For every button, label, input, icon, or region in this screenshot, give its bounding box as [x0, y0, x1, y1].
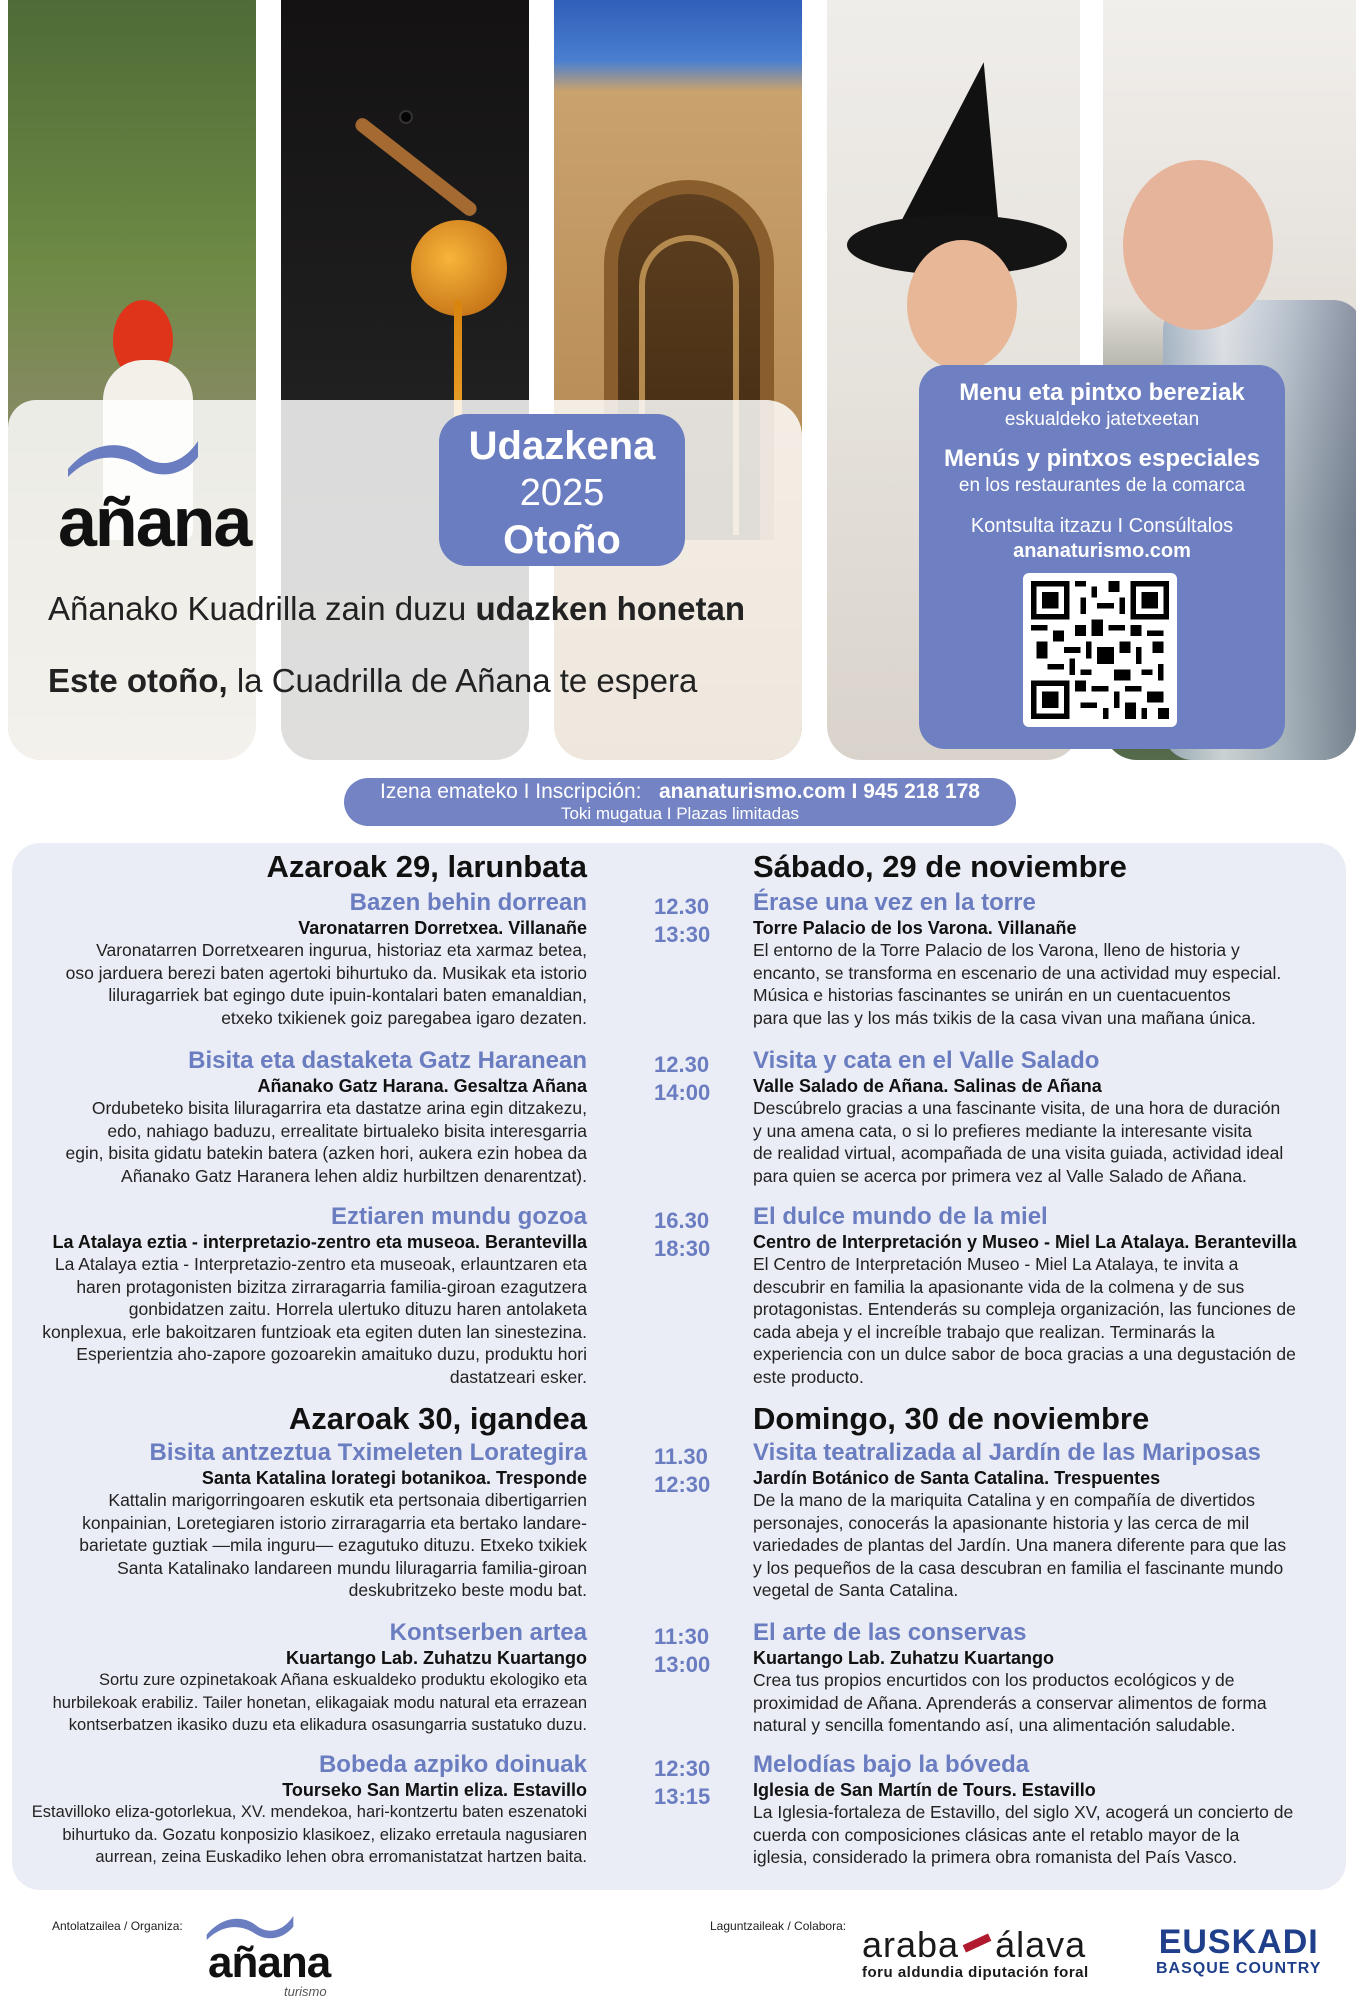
registration-line — [344, 780, 1016, 804]
end-time: 13:00 — [654, 1652, 711, 1677]
desc-line: Esperientzia aho-zapore gozoarekin amaituko duzu, produktu hori — [76, 1344, 587, 1364]
desc-line: encanto, se transforma en escenario de una actividad muy especial. — [753, 962, 1282, 983]
colabora-label: Laguntzaileak / Colabora: — [710, 1919, 847, 1933]
red-dash-icon — [963, 1934, 992, 1953]
desc-line: Crea tus propios encurtidos con los productos ecológicos y de — [753, 1670, 1235, 1690]
desc-line: descubrir en familia la apasionante vida de la colmena y de sus — [753, 1276, 1245, 1297]
start-time: 11:30 — [654, 1624, 710, 1649]
event-desc-eu — [66, 939, 587, 1029]
desc-line: para quien se acerca por primera vez al Valle Salado de Añana. — [753, 1165, 1247, 1186]
end-time: 13:15 — [654, 1784, 711, 1809]
event-es — [753, 1619, 1267, 1737]
season-year: 2025 — [519, 472, 605, 514]
event-eu — [66, 1047, 587, 1187]
araba-alava-wordmark — [862, 1924, 1089, 1966]
desc-line: etxeko txikienek goiz paregabea igaro dezaten. — [221, 1007, 587, 1028]
event-eu — [66, 889, 587, 1029]
event-times — [654, 893, 718, 949]
event-title-eu: Kontserben artea — [389, 1619, 587, 1646]
event-place-eu: Kuartango Lab. Zuhatzu Kuartango — [286, 1648, 587, 1668]
desc-line: haren protagonisten bizitza zirraragarria familia-giroan ezagutzera — [76, 1276, 587, 1297]
desc-line: edo, nahiago baduzu, errealitate birtualeko bisita interesgarria — [107, 1120, 587, 1141]
event-place-eu: Tourseko San Martin eliza. Estavillo — [282, 1780, 587, 1800]
event-title-eu: Eztiaren mundu gozoa — [330, 1203, 587, 1230]
event-title-eu: Bazen behin dorrean — [349, 889, 587, 916]
event-eu — [79, 1439, 587, 1602]
event-desc-es — [753, 1801, 1293, 1869]
desc-line: personajes, conocerás la apasionante historia y las cerca de mil — [753, 1512, 1250, 1533]
event-title-eu: Bisita antzeztua Tximeleten Lorategira — [149, 1439, 587, 1466]
event-place-eu: Añanako Gatz Harana. Gesaltza Añana — [257, 1076, 587, 1096]
araba-text: araba — [862, 1924, 960, 1965]
desc-line: variedades de plantas del Jardín. Una manera diferente para que las — [753, 1535, 1287, 1555]
event-title-es: El arte de las conservas — [753, 1619, 1027, 1646]
start-time: 12.30 — [654, 894, 710, 919]
desc-line: natural y sencilla fomentando así, una alimentación saludable. — [753, 1715, 1236, 1735]
araba-alava-logo — [862, 1924, 1089, 1981]
desc-line: vegetal de Santa Catalina. — [753, 1580, 959, 1600]
desc-line: gonbidatzen zaitu. Horrela ulertuko dituzu haren antolaketa — [128, 1299, 587, 1319]
registration-bar — [344, 778, 1016, 826]
event-desc-es — [753, 1097, 1283, 1187]
event-place-es: Iglesia de San Martín de Tours. Estavillo — [753, 1780, 1096, 1800]
desc-line: konplexua, erle bakoitzaren funtzioak eta egiten duten lan sinestezina. — [42, 1321, 587, 1342]
event-es — [753, 1203, 1296, 1388]
registration-label: Izena emateko I Inscripción: — [380, 780, 642, 803]
desc-line: Ordubeteko bisita liluragarrira eta dastatze arina egin ditzakezu, — [91, 1098, 587, 1118]
end-time: 13:30 — [654, 922, 711, 947]
menu-consult: Kontsulta itzazu I Consúltalos — [970, 515, 1234, 537]
desc-line: dastatzeari esker. — [449, 1366, 587, 1387]
event-es — [753, 1751, 1293, 1869]
event-title-es: Érase una vez en la torre — [753, 889, 1036, 916]
desc-line: cuerda con composiciones clásicas ante el retablo mayor de la — [753, 1824, 1240, 1845]
desc-line: protagonistas. Entenderás su compleja organización, las funciones de — [753, 1299, 1296, 1319]
event-eu — [32, 1751, 587, 1869]
start-time: 12.30 — [654, 1052, 710, 1077]
event-desc-eu — [79, 1489, 587, 1602]
event-eu — [42, 1203, 587, 1388]
desc-line: egin, bisita gidatu batekin batera (azken hori, aukera ezin hobea da — [65, 1143, 587, 1163]
desc-line: Kattalin marigorringoaren eskutik eta pertsonaia dibertigarrien — [108, 1490, 587, 1510]
registration-limited: Toki mugatua I Plazas limitadas — [560, 804, 800, 823]
event-place-es: Kuartango Lab. Zuhatzu Kuartango — [753, 1648, 1054, 1668]
start-time: 11.30 — [654, 1444, 708, 1469]
desc-line: El Centro de Interpretación Museo - Miel La Atalaya, te invita a — [753, 1254, 1239, 1274]
turismo-text: turismo — [284, 1984, 327, 1999]
event-desc-eu — [53, 1669, 587, 1737]
menu-title-eu: Menu eta pintxo bereziak — [959, 379, 1245, 406]
tagline-eu-text: Añanako Kuadrilla zain duzu — [48, 590, 476, 627]
event-eu — [53, 1619, 587, 1737]
event-desc-es — [753, 939, 1281, 1029]
organiza-label: Antolatzailea / Organiza: — [52, 1919, 183, 1933]
desc-line: y los pequeños de la casa descubran en familia el fascinante mundo — [753, 1557, 1284, 1578]
shirt-button-icon — [399, 110, 413, 124]
end-time: 12:30 — [654, 1472, 711, 1497]
desc-line: La Iglesia-fortaleza de Estavillo, del siglo XV, acogerá un concierto de — [753, 1802, 1294, 1822]
desc-line: Música e historias fascinantes se unirán en un cuentacuentos — [753, 985, 1231, 1005]
desc-line: cada abeja y el increíble trabajo que realizan. Terminarás la — [753, 1321, 1215, 1342]
menu-pintxos-box — [919, 365, 1285, 749]
desc-line: oso jarduera berezi baten agertoki bihurtuko da. Musikak eta istorio — [65, 962, 587, 983]
event-title-es: Visita teatralizada al Jardín de las Mariposas — [753, 1439, 1261, 1466]
desc-line: hurbilekoak erabiliz. Tailer honetan, elikagaiak modu natural eta errazean — [52, 1693, 587, 1712]
end-time: 18:30 — [654, 1236, 711, 1261]
witch-face — [907, 240, 1017, 370]
desc-line: experiencia con un dulce sabor de boca gracias a una degustación de — [753, 1344, 1296, 1364]
tagline-es-bold: Este otoño, — [48, 662, 228, 699]
event-place-eu: Varonatarren Dorretxea. Villanañe — [298, 918, 587, 938]
euskadi-text: EUSKADI — [1158, 1923, 1319, 1961]
honey-dipper-handle — [353, 115, 480, 218]
witch-hat-icon — [901, 54, 1024, 236]
anana-logo-text: añana — [208, 1938, 331, 1987]
alava-text: álava — [995, 1924, 1087, 1965]
desc-line: barietate guztiak —mila inguru— ezagutuko dituzu. Etxeko txikiek — [79, 1535, 587, 1555]
foru-aldundia-text: foru aldundia diputación foral — [862, 1964, 1089, 1981]
day-heading-es: Domingo, 30 de noviembre — [753, 1401, 1150, 1436]
event-title-eu: Bisita eta dastaketa Gatz Haranean — [188, 1047, 587, 1074]
event-times — [654, 1755, 718, 1811]
program-panel — [12, 843, 1346, 1890]
desc-line: Estavilloko eliza-gotorlekua, XV. mendekoa, hari-kontzertu baten eszenatoki — [31, 1803, 587, 1821]
event-desc-es — [753, 1489, 1286, 1602]
event-es — [753, 889, 1281, 1029]
event-title-es: El dulce mundo de la miel — [753, 1203, 1048, 1230]
desc-line: de realidad virtual, acompañada de una visita guiada, actividad ideal — [753, 1143, 1284, 1163]
menu-url-link[interactable]: ananaturismo.com — [1013, 540, 1191, 562]
hand-image — [1123, 160, 1273, 330]
event-es — [753, 1047, 1283, 1187]
desc-line: iglesia, considerado la primera obra romanista del País Vasco. — [753, 1847, 1238, 1867]
desc-line: Varonatarren Dorretxearen ingurua, historiaz eta xarmaz betea, — [96, 940, 587, 960]
desc-line: y una amena cata, o si lo prefieres mediante la interesante visita — [753, 1120, 1253, 1141]
desc-line: aurrean, zeina Euskadiko lehen obra erromanistatzat hartzen baita. — [95, 1848, 587, 1866]
season-eu: Udazkena — [468, 424, 656, 468]
event-place-es: Centro de Interpretación y Museo - Miel La Atalaya. Berantevilla — [753, 1232, 1297, 1252]
event-place-es: Valle Salado de Añana. Salinas de Añana — [753, 1076, 1102, 1096]
event-desc-eu — [66, 1097, 587, 1187]
basque-country-text: BASQUE COUNTRY — [1156, 1960, 1322, 1977]
event-times — [654, 1443, 718, 1499]
tagline-es — [48, 662, 697, 700]
menu-sub-eu: eskualdeko jatetxeetan — [1004, 409, 1200, 430]
event-title-es: Visita y cata en el Valle Salado — [753, 1047, 1100, 1074]
event-es — [753, 1439, 1286, 1602]
tagline-eu-bold: udazken honetan — [475, 590, 745, 627]
event-place-eu: Santa Katalina lorategi botanikoa. Tresponde — [201, 1468, 587, 1488]
event-place-eu: La Atalaya eztia - interpretazio-zentro eta museoa. Berantevilla — [52, 1232, 587, 1252]
day-heading-es: Sábado, 29 de noviembre — [753, 849, 1127, 884]
day-heading-eu: Azaroak 30, igandea — [288, 1401, 587, 1436]
desc-line: bihurtuko da. Gozatu konposizio klasikoez, elizako erretaula nagusiaren — [62, 1825, 587, 1844]
start-time: 16.30 — [654, 1208, 710, 1233]
menu-sub-es: en los restaurantes de la comarca — [958, 475, 1246, 496]
desc-line: liluragarriek bat egingo dute ipuin-kontalari baten emanaldian, — [108, 985, 587, 1005]
event-desc-es — [753, 1669, 1267, 1737]
desc-line: Añanako Gatz Haranera lehen aldiz hurbiltzen denarentzat). — [121, 1165, 587, 1186]
desc-line: El entorno de la Torre Palacio de los Varona, lleno de historia y — [753, 940, 1240, 960]
desc-line: Descúbrelo gracias a una fascinante visita, de una hora de duración — [753, 1098, 1281, 1118]
end-time: 14:00 — [654, 1080, 711, 1105]
anana-logo-text: añana — [58, 483, 251, 561]
anana-turismo-logo — [204, 1912, 330, 1998]
euskadi-logo — [1156, 1924, 1321, 1978]
start-time: 12:30 — [654, 1756, 711, 1781]
desc-line: este producto. — [753, 1366, 864, 1387]
event-times — [654, 1051, 718, 1107]
event-times — [654, 1623, 718, 1679]
desc-line: kontserbatzen ikasiko duzu eta elikadura osasungarria sustatuko duzu. — [68, 1716, 587, 1734]
event-place-es: Jardín Botánico de Santa Catalina. Trespuentes — [753, 1468, 1161, 1488]
event-title-es: Melodías bajo la bóveda — [753, 1751, 1030, 1778]
qr-code-graphic — [1031, 581, 1169, 719]
season-es: Otoño — [503, 518, 621, 562]
tagline-es-text: la Cuadrilla de Añana te espera — [227, 662, 698, 699]
qr-code-icon[interactable] — [1023, 573, 1177, 727]
event-desc-eu — [42, 1253, 587, 1388]
desc-line: La Atalaya eztia - Interpretazio-zentro eta museoak, erlauntzaren eta — [54, 1254, 587, 1274]
event-desc-es — [753, 1253, 1296, 1388]
event-place-es: Torre Palacio de los Varona. Villanañe — [753, 918, 1077, 938]
desc-line: para que las y los más txikis de la casa vivan una mañana única. — [753, 1007, 1256, 1028]
desc-line: proximidad de Añana. Aprenderás a conservar alimentos de forma — [753, 1692, 1267, 1713]
desc-line: konpainian, Loretegiaren istorio zirraragarria eta bertako landare- — [82, 1512, 587, 1533]
desc-line: deskubritzeko beste modu bat. — [348, 1580, 587, 1600]
desc-line: De la mano de la mariquita Catalina y en compañía de divertidos — [753, 1490, 1255, 1510]
desc-line: Santa Katalinako landareen mundu liluragarria familia-giroan — [117, 1557, 587, 1578]
registration-contact-link[interactable]: ananaturismo.com I 945 218 178 — [658, 780, 980, 803]
anana-tilde-logo-icon — [64, 435, 202, 477]
season-badge — [439, 414, 685, 566]
tagline-eu — [48, 590, 745, 628]
event-title-eu: Bobeda azpiko doinuak — [318, 1751, 587, 1778]
anana-tilde-logo-icon — [204, 1912, 296, 1940]
event-times — [654, 1207, 718, 1263]
desc-line: Sortu zure ozpinetakoak Añana eskualdeko produktu ekologiko eta — [99, 1671, 587, 1689]
event-desc-eu — [32, 1801, 587, 1869]
day-heading-eu: Azaroak 29, larunbata — [266, 849, 587, 884]
menu-title-es: Menús y pintxos especiales — [943, 445, 1261, 472]
